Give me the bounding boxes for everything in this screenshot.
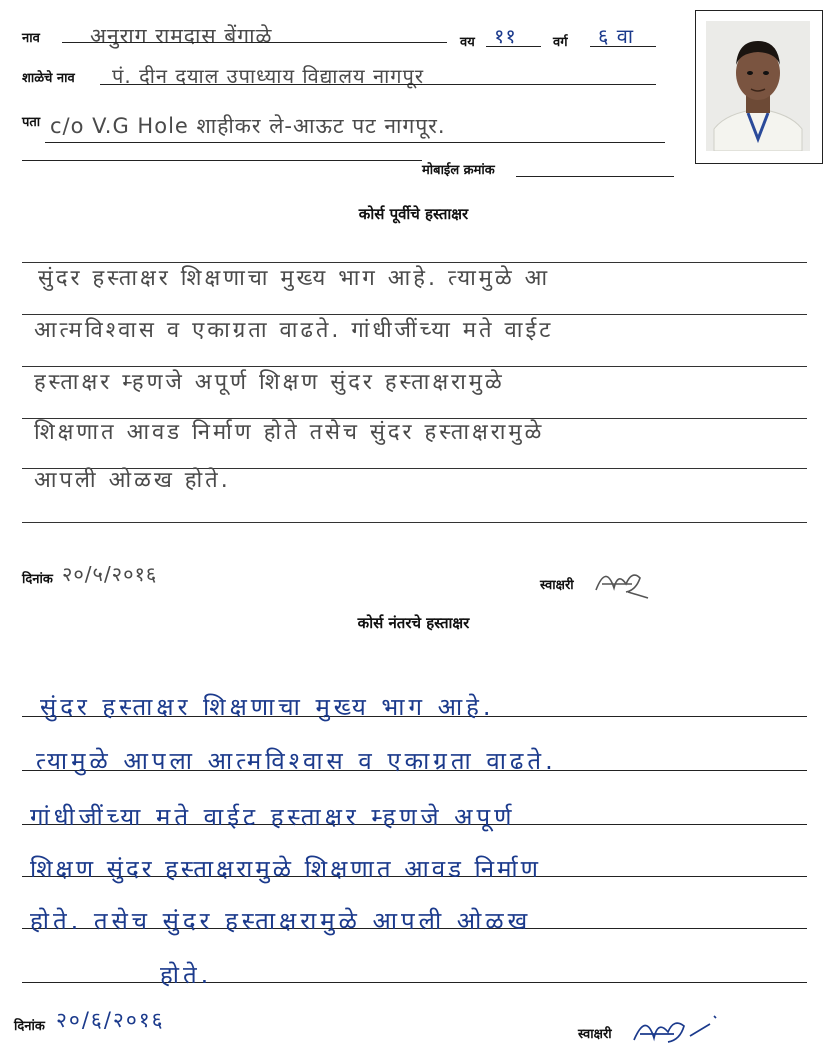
- class-label: वर्ग: [553, 35, 568, 50]
- student-photo-image: [706, 21, 810, 151]
- after-text-line-1: सुंदर हस्ताक्षर शिक्षणाचा मुख्य भाग आहे.: [40, 693, 495, 721]
- before-signature-label: स्वाक्षरी: [540, 578, 574, 593]
- name-value: अनुराग रामदास बेंगाळे: [90, 24, 273, 48]
- before-text-line-2: आत्मविश्वास व एकाग्रता वाढते. गांधीजींच्या मते वाईट: [34, 318, 554, 343]
- name-line: [62, 42, 447, 43]
- student-photo: [706, 21, 810, 151]
- class-line: [590, 46, 656, 47]
- mobile-label: मोबाईल क्रमांक: [422, 163, 495, 178]
- age-label: वय: [460, 35, 475, 50]
- before-text-line-4: शिक्षणात आवड निर्माण होते तसेच सुंदर हस्ताक्षरामुळे: [34, 420, 545, 445]
- after-rule-6: [22, 982, 807, 983]
- class-value: ६ वा: [598, 24, 635, 48]
- before-date-label: दिनांक: [22, 572, 53, 587]
- before-date-value: २०/५/२०१६: [62, 562, 158, 586]
- name-label: नाव: [22, 31, 40, 46]
- school-label: शाळेचे नाव: [22, 71, 75, 86]
- age-value: ११: [494, 24, 517, 48]
- before-text-line-1: सुंदर हस्ताक्षर शिक्षणाचा मुख्य भाग आहे. त्यामुळे आ: [38, 266, 551, 291]
- age-line: [486, 46, 541, 47]
- after-signature: [630, 1006, 720, 1050]
- before-rule-6: [22, 522, 807, 523]
- after-text-line-3: गांधीजींच्या मते वाईट हस्ताक्षर म्हणजे अपूर्ण: [30, 803, 516, 831]
- after-course-title: कोर्स नंतरचे हस्ताक्षर: [357, 614, 470, 632]
- after-text-line-5: होते. तसेच सुंदर हस्ताक्षरामुळे आपली ओळख: [30, 907, 532, 935]
- address-line: [45, 142, 665, 143]
- after-text-line-2: त्यामुळे आपला आत्मविश्वास व एकाग्रता वाढते.: [36, 747, 557, 775]
- after-date-label: दिनांक: [14, 1019, 45, 1034]
- school-line: [100, 84, 656, 85]
- school-value: पं. दीन दयाल उपाध्याय विद्यालय नागपूर: [112, 64, 425, 88]
- before-text-line-5: आपली ओळख होते.: [34, 468, 231, 493]
- before-course-title: कोर्स पूर्वीचे हस्ताक्षर: [358, 205, 469, 223]
- address-label: पता: [22, 115, 41, 130]
- address-line-2: [22, 160, 422, 161]
- before-text-line-3: हस्ताक्षर म्हणजे अपूर्ण शिक्षण सुंदर हस्ताक्षरामुळे: [34, 370, 505, 395]
- before-signature: [592, 560, 652, 600]
- mobile-line: [516, 176, 674, 177]
- address-value: c/o V.G Hole शाहीकर ले-आऊट पट नागपूर.: [50, 114, 446, 138]
- after-text-line-6: होते.: [160, 961, 213, 989]
- after-text-line-4: शिक्षण सुंदर हस्ताक्षरामुळे शिक्षणात आवड निर्माण: [30, 855, 541, 883]
- after-signature-label: स्वाक्षरी: [578, 1027, 612, 1042]
- student-photo-frame: [695, 10, 823, 164]
- after-date-value: २०/६/२०१६: [56, 1008, 165, 1032]
